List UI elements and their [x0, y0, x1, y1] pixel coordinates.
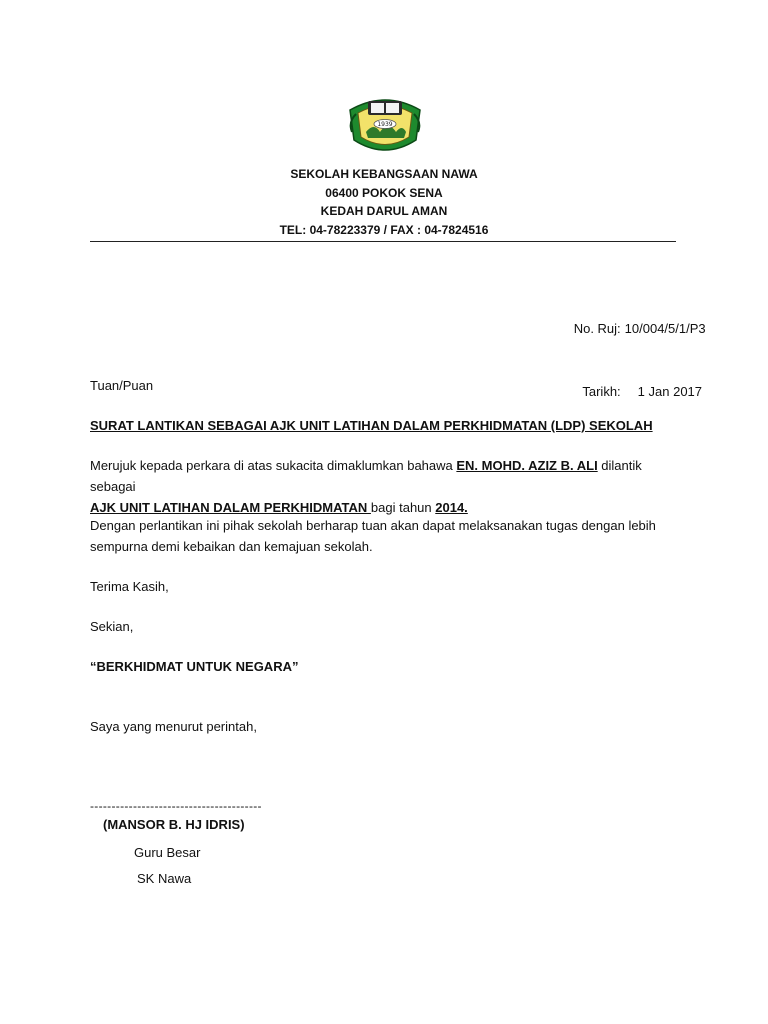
letterhead	[0, 165, 768, 239]
date-label: Tarikh:	[582, 384, 621, 399]
school-name: SEKOLAH KEBANGSAAN NAWA	[290, 167, 478, 181]
letterhead-divider	[90, 241, 676, 242]
paragraph-text: dilantik sebagai	[90, 458, 642, 494]
date-value: 1 Jan 2017	[637, 384, 703, 399]
reference-block	[545, 297, 706, 423]
signature-line: ----------------------------------------	[90, 799, 262, 813]
paragraph-expectation	[90, 515, 690, 557]
appointee-name: EN. MOHD. AZIZ B. ALI	[456, 458, 598, 473]
salutation: Tuan/Puan	[90, 378, 154, 393]
signatory-name: (MANSOR B. HJ IDRIS)	[103, 817, 245, 832]
signatory-title: Guru Besar	[134, 845, 201, 860]
paragraph-text: bagi tahun	[370, 500, 436, 515]
letter-subject: SURAT LANTIKAN SEBAGAI AJK UNIT LATIHAN DALAM PERKHIDMATAN (LDP) SEKOLAH	[90, 418, 653, 433]
motto: “BERKHIDMAT UNTUK NEGARA”	[90, 659, 299, 674]
school-crest-icon	[344, 88, 426, 158]
thanks-line: Terima Kasih,	[90, 579, 169, 594]
appointed-role: AJK UNIT LATIHAN DALAM PERKHIDMATAN	[90, 500, 371, 515]
school-postcode-town: 06400 POKOK SENA	[325, 185, 443, 200]
paragraph-line: sempurna demi kebaikan dan kemajuan sekolah.	[90, 539, 373, 554]
closing-line: Sekian,	[90, 619, 134, 634]
paragraph-line: Dengan perlantikan ini pihak sekolah berharap tuan akan dapat melaksanakan tugas dengan lebih	[90, 518, 656, 533]
reference-number-row	[545, 297, 706, 360]
school-state: KEDAH DARUL AMAN	[320, 204, 448, 218]
appointment-year: 2014.	[435, 500, 468, 515]
svg-text:1939: 1939	[377, 121, 393, 128]
school-contact: TEL: 04-78223379 / FAX : 04-7824516	[279, 222, 489, 237]
by-order-line: Saya yang menurut perintah,	[90, 719, 257, 734]
paragraph-text: Merujuk kepada perkara di atas sukacita dimaklumkan bahawa	[90, 458, 457, 473]
paragraph-appointment	[90, 455, 690, 518]
reference-number-value: 10/004/5/1/P3	[624, 321, 706, 336]
signatory-organization: SK Nawa	[137, 871, 192, 886]
reference-number-label: No. Ruj:	[573, 321, 621, 336]
